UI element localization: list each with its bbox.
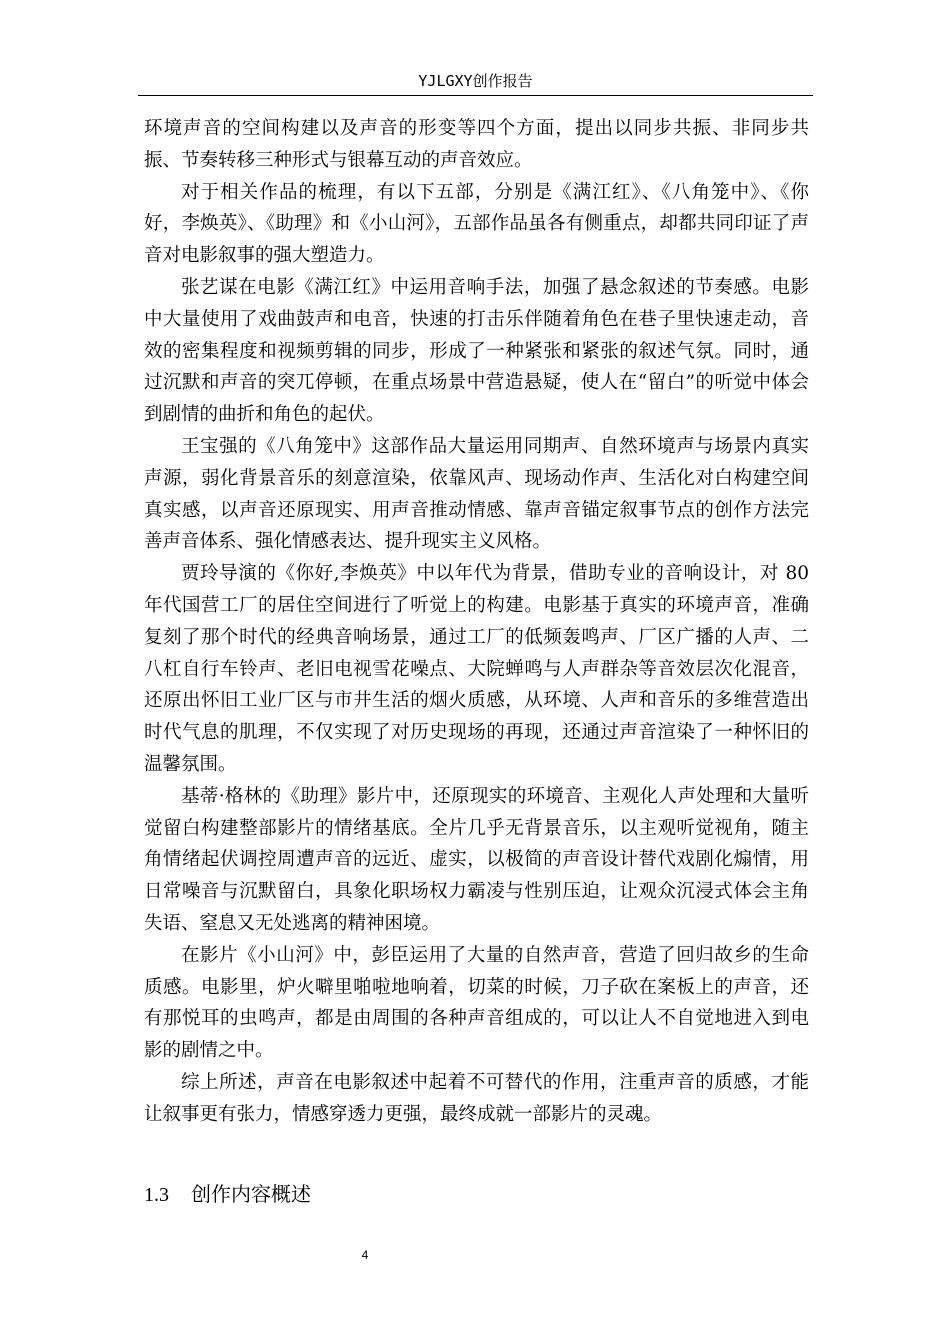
section-number: 1.3 [144,1184,169,1206]
header-title: YJLGXY创作报告 [418,72,533,90]
paragraph: 张艺谋在电影《满江红》中运用音响手法，加强了悬念叙述的节奏感。电影中大量使用了戏曲鼓声和电音，快速的打击乐伴随着角色在巷子里快速走动，音效的密集程度和视频剪辑的同步，形成了一种紧张和紧张的叙述气氛。同时，通过沉默和声音的突兀停顿，在重点场景中营造悬疑，使人在“留白”的听觉中体会到剧情的曲折和角色的起伏。 [144,276,809,426]
paragraph: 在影片《小山河》中，彭臣运用了大量的自然声音，营造了回归故乡的生命质感。电影里，炉火噼里啪啦地响着，切菜的时候，刀子砍在案板上的声音，还有那悦耳的虫鸣声，都是由周围的各种声音组成的，可以让人不自觉地进入到电影的剧情之中。 [144,944,809,1062]
page-number: 4 [361,1248,369,1262]
paragraph: 基蒂·格林的《助理》影片中，还原现实的环境音、主观化人声处理和大量听觉留白构建整部影片的情绪基底。全片几乎无背景音乐，以主观听觉视角，随主角情绪起伏调控周遭声音的远近、虚实，以极简的声音设计替代戏剧化煽情，用日常噪音与沉默留白，具象化职场权力霸凌与性别压迫，让观众沉浸式体会主角失语、窒息又无处逃离的精神困境。 [144,785,809,934]
page-header [138,70,813,96]
paragraph: 环境声音的空间构建以及声音的形变等四个方面，提出以同步共振、非同步共振、节奏转移三种形式与银幕互动的声音效应。 [144,118,809,171]
section-heading [144,1178,809,1207]
section-title: 创作内容概述 [191,1182,311,1206]
paragraph: 对于相关作品的梳理，有以下五部，分别是《满江红》、《八角笼中》、《你好，李焕英》、《助理》和《小山河》，五部作品虽各有侧重点，却都共同印证了声音对电影叙事的强大塑造力。 [144,181,809,267]
body-text [144,113,809,1131]
paragraph: 综上所述，声音在电影叙述中起着不可替代的作用，注重声音的质感，才能让叙事更有张力，情感穿透力更强，最终成就一部影片的灵魂。 [144,1071,809,1125]
paragraph: 王宝强的《八角笼中》这部作品大量运用同期声、自然环境声与场景内真实声源，弱化背景音乐的刻意渲染，依靠风声、现场动作声、生活化对白构建空间真实感，以声音还原现实、用声音推动情感、靠声音锚定叙事节点的创作方法完善声音体系、强化情感表达、提升现实主义风格。 [144,435,809,553]
paragraph: 贾玲导演的《你好,李焕英》中以年代为背景，借助专业的音响设计，对 80 年代国营工厂的居住空间进行了听觉上的构建。电影基于真实的环境声音，准确复刻了那个时代的经典音响场景，通过工厂的低频轰鸣声、厂区广播的人声、二八杠自行车铃声、老旧电视雪花噪点、大院蝉鸣与人声群杂等音效层次化混音，还原出怀旧工业厂区与市井生活的烟火质感，从环境、人声和音乐的多维营造出时代气息的肌理，不仅实现了对历史现场的再现，还通过声音渲染了一种怀旧的温馨氛围。 [144,563,809,775]
